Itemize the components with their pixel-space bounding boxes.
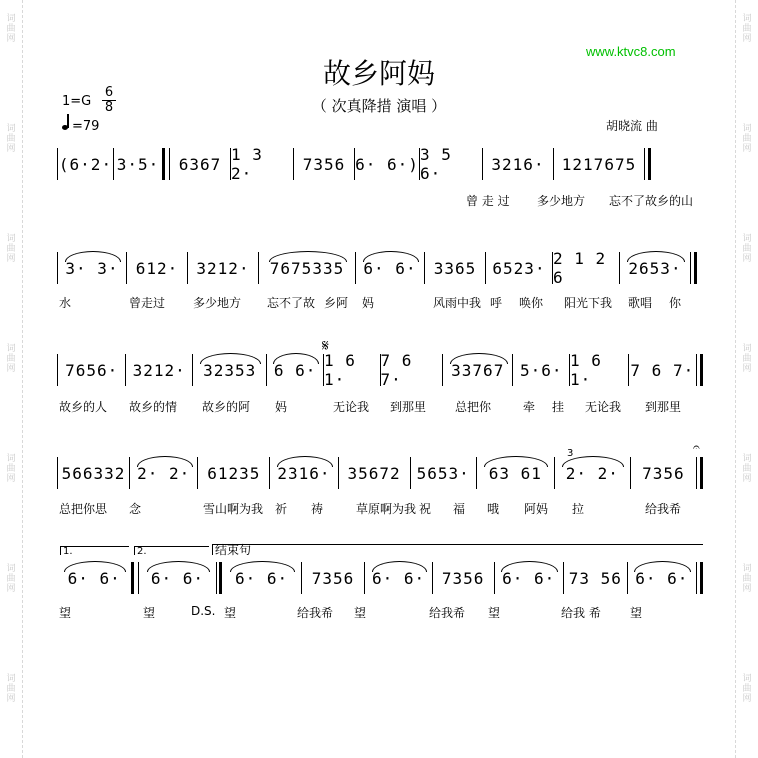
measure-notes: 7675335 [269, 258, 345, 278]
volta-second-ending: 2. [134, 546, 209, 555]
slur-arc [269, 251, 348, 262]
measure-notes: 6 6· [273, 360, 317, 380]
measure-notes: 7356 [642, 463, 685, 483]
measure [170, 146, 230, 182]
measure-notes: 1 6 1· [323, 351, 356, 389]
measure-notes: 7656· [65, 360, 119, 380]
lyric-text: 风雨中我 [433, 296, 482, 310]
slur-arc [65, 251, 121, 262]
lyric-text: 忘不了故 [267, 296, 316, 310]
measure [114, 146, 162, 182]
lyric-text: 到那里 [645, 400, 682, 414]
lyric-text: 总把你 [455, 400, 492, 414]
measure-notes: 3216· [491, 154, 545, 174]
lyrics-row-3 [57, 398, 703, 412]
measure [425, 250, 485, 286]
watermark-text: 词 曲 网 [6, 14, 16, 44]
lyric-text: 望 [354, 606, 367, 620]
slur-arc [137, 456, 193, 467]
measure-notes: 612· [135, 258, 179, 278]
slur-arc [501, 561, 558, 572]
measure-notes: 2 1 2 6 [553, 249, 607, 287]
measure-notes: 7 6 7· [380, 351, 413, 389]
measure-notes: 6· 6· [372, 568, 426, 588]
measure-notes: 2653· [628, 258, 682, 278]
measure-notes: 6523· [492, 258, 546, 278]
measure-notes: 73 56 [568, 568, 622, 588]
measure [58, 146, 113, 182]
quarter-note-icon [62, 118, 70, 130]
double-bar-line [696, 562, 703, 594]
score-row-3 [57, 352, 703, 388]
lyric-text: 望 [59, 606, 72, 620]
slur-arc [484, 456, 548, 467]
lyric-text: 福 [453, 502, 466, 516]
watermark-text: 词 曲 网 [742, 344, 752, 374]
measure [139, 560, 215, 596]
lyric-text: 望 [488, 606, 501, 620]
measure-notes: 2· 2· [565, 463, 619, 483]
lyric-text: 给我希 [429, 606, 466, 620]
measure [564, 560, 627, 596]
slur-arc [372, 561, 427, 572]
measure-notes: 3212· [132, 360, 186, 380]
measure-notes: 5·6· [519, 360, 563, 380]
lyric-text: D.S. [191, 604, 216, 618]
lyric-text: 阳光下我 [564, 296, 613, 310]
measure [198, 455, 269, 491]
lyric-text: 挂 [552, 400, 565, 414]
lyric-text: 望 [630, 606, 643, 620]
measure [355, 146, 419, 182]
key-signature: 1=G [62, 94, 92, 109]
measure [477, 455, 554, 491]
measure-notes: (6·2· [58, 154, 113, 174]
lyrics-row-4 [57, 500, 703, 514]
lyric-text: 妈 [275, 400, 288, 414]
measure [570, 352, 628, 388]
watermark-text: 词 曲 网 [6, 234, 16, 264]
measure-notes: 5653· [416, 463, 470, 483]
measure-notes: 35672 [347, 463, 401, 483]
measure [339, 455, 410, 491]
ending-phrase-bracket: 结束句 [212, 544, 703, 555]
measure-notes: 63 61 [488, 463, 542, 483]
segno-icon: 𝄋 [322, 336, 329, 355]
tempo-marking [62, 118, 99, 134]
measure-notes: 3 5 6· [420, 145, 452, 183]
lyric-text: 望 [143, 606, 156, 620]
measure [222, 560, 300, 596]
song-title: 故乡阿妈 [322, 57, 435, 90]
measure-notes: 6· 6· [235, 568, 289, 588]
measure-notes: 6· 6· [150, 568, 204, 588]
watermark-text: 词 曲 网 [6, 124, 16, 154]
measure-notes: 2316· [277, 463, 331, 483]
watermark-text: 词 曲 网 [6, 674, 16, 704]
lyric-text: 故乡的阿 [202, 400, 251, 414]
triplet-marker: 3 [567, 448, 574, 459]
measure-notes: 61235 [207, 463, 261, 483]
measure-notes: 3·5· [116, 154, 160, 174]
time-signature-bottom: 8 [104, 100, 114, 115]
measure [420, 146, 482, 182]
lyric-text: 乡阿 [324, 296, 349, 310]
measure-notes: 6367 [178, 154, 222, 174]
lyric-text: 总把你思 [59, 502, 108, 516]
score-row-2 [57, 250, 703, 286]
lyric-text: 牵 [523, 400, 536, 414]
slur-arc [64, 561, 125, 572]
lyric-text: 雪山啊为我 [203, 502, 264, 516]
measure [130, 455, 197, 491]
measure [628, 560, 696, 596]
measure [356, 250, 424, 286]
measure [58, 352, 125, 388]
measure-notes: 566332 [61, 463, 126, 483]
composer-credit: 胡晓流 曲 [606, 119, 658, 133]
measure [411, 455, 476, 491]
measure-notes: 6· 6· [502, 568, 556, 588]
watermark-text: 词 曲 网 [742, 674, 752, 704]
lyrics-row-5 [57, 604, 703, 618]
measure-notes: 3365 [433, 258, 477, 278]
lyric-text: 给我希 [297, 606, 334, 620]
lyric-text: 曾 走 过 [466, 194, 510, 208]
lyric-text: 祝 [419, 502, 432, 516]
measure [193, 352, 266, 388]
lyric-text: 曾走过 [129, 296, 166, 310]
singer-credit: （ 次真降措 演唱 ） [311, 97, 447, 115]
measure-notes: 2· 2· [137, 463, 191, 483]
slur-arc [147, 561, 210, 572]
watermark-text: 词 曲 网 [742, 234, 752, 264]
lyric-text: 你 [669, 296, 682, 310]
watermark-text: 词 曲 网 [6, 564, 16, 594]
score-row-1 [57, 146, 703, 182]
measure-notes: 7356 [441, 568, 485, 588]
measure [270, 455, 337, 491]
measure [231, 146, 293, 182]
measure [57, 560, 131, 596]
lyric-text: 望 [224, 606, 237, 620]
double-bar-line [216, 562, 223, 594]
measure [126, 352, 191, 388]
measure [259, 250, 355, 286]
measure-notes: 7 6 7· [630, 360, 695, 380]
lyric-text: 草原啊为我 [356, 502, 417, 516]
time-signature-top: 6 [102, 86, 116, 101]
site-url[interactable]: www.ktvc8.com [586, 44, 676, 59]
lyric-text: 无论我 [333, 400, 370, 414]
double-bar-line [696, 354, 703, 386]
measure [554, 146, 644, 182]
slur-arc [450, 353, 508, 364]
measure [127, 250, 187, 286]
lyric-text: 唤你 [519, 296, 544, 310]
measure-notes: 32353 [203, 360, 257, 380]
double-bar-line [644, 148, 651, 180]
lyric-text: 故乡的人 [59, 400, 108, 414]
watermark-text: 词 曲 网 [742, 14, 752, 44]
lyric-text: 祷 [311, 502, 324, 516]
measure [631, 455, 696, 491]
lyrics-row-2 [57, 294, 703, 308]
lyric-text: 故乡的情 [129, 400, 178, 414]
measure [324, 352, 380, 388]
double-bar-line [690, 252, 697, 284]
lyric-text: 无论我 [585, 400, 622, 414]
lyric-text: 阿妈 [524, 502, 549, 516]
slur-arc [200, 353, 261, 364]
measure [294, 146, 354, 182]
watermark-text: 词 曲 网 [6, 454, 16, 484]
measure-notes: 3· 3· [65, 258, 119, 278]
measure [629, 352, 696, 388]
measure [433, 560, 494, 596]
lyric-text: 拉 [572, 502, 585, 516]
slur-arc [273, 353, 319, 364]
lyric-text: 到那里 [390, 400, 427, 414]
measure [486, 250, 552, 286]
measure-notes: 6· 6·) [355, 154, 419, 174]
measure-notes: 33767 [451, 360, 505, 380]
volta-first-ending: 1. [60, 546, 129, 555]
measure [553, 250, 619, 286]
time-signature [102, 86, 116, 115]
measure [267, 352, 323, 388]
slur-arc [627, 251, 685, 262]
score-row-5 [57, 560, 703, 596]
measure-notes: 6· 6· [67, 568, 121, 588]
lyric-text: 给我希 [645, 502, 682, 516]
measure-notes: 1 6 1· [570, 351, 602, 389]
measure-notes: 7356 [311, 568, 355, 588]
measure [58, 250, 126, 286]
lyric-text: 呼 [490, 296, 503, 310]
measure-notes: 1217675 [561, 154, 637, 174]
slur-arc [363, 251, 419, 262]
lyric-text: 给我 希 [561, 606, 601, 620]
lyric-text: 水 [59, 296, 72, 310]
double-bar-line [696, 457, 703, 489]
measure [381, 352, 443, 388]
watermark-text: 词 曲 网 [742, 564, 752, 594]
lyric-text: 哦 [487, 502, 500, 516]
lyric-text: 多少地方 [537, 194, 586, 208]
measure [483, 146, 553, 182]
lyric-text: 忘不了故乡的山 [609, 194, 694, 208]
measure-notes: 1 3 2· [231, 145, 263, 183]
measure [443, 352, 512, 388]
measure [58, 455, 129, 491]
fermata-icon: 𝄐 [693, 440, 700, 454]
measure [513, 352, 569, 388]
measure [620, 250, 690, 286]
lyric-text: 妈 [362, 296, 375, 310]
watermark-text: 词 曲 网 [742, 124, 752, 154]
slur-arc [634, 561, 691, 572]
lyric-text: 念 [129, 502, 142, 516]
score-row-4 [57, 455, 703, 491]
measure-notes: 3212· [196, 258, 250, 278]
lyric-text: 多少地方 [193, 296, 242, 310]
slur-arc [277, 456, 333, 467]
measure-notes: 6· 6· [635, 568, 689, 588]
measure-notes: 6· 6· [363, 258, 417, 278]
lyric-text: 歌唱 [628, 296, 653, 310]
slur-arc [230, 561, 295, 572]
repeat-bar-line [131, 562, 139, 594]
measure [555, 455, 630, 491]
watermark-text: 词 曲 网 [742, 454, 752, 484]
measure [302, 560, 365, 596]
measure-notes: 7356 [302, 154, 346, 174]
lyric-text: 祈 [275, 502, 288, 516]
lyrics-row-1 [57, 192, 703, 206]
watermark-text: 词 曲 网 [6, 344, 16, 374]
measure [495, 560, 563, 596]
measure [188, 250, 258, 286]
measure [365, 560, 432, 596]
repeat-bar-line [162, 148, 170, 180]
tempo-value: =79 [72, 119, 100, 134]
